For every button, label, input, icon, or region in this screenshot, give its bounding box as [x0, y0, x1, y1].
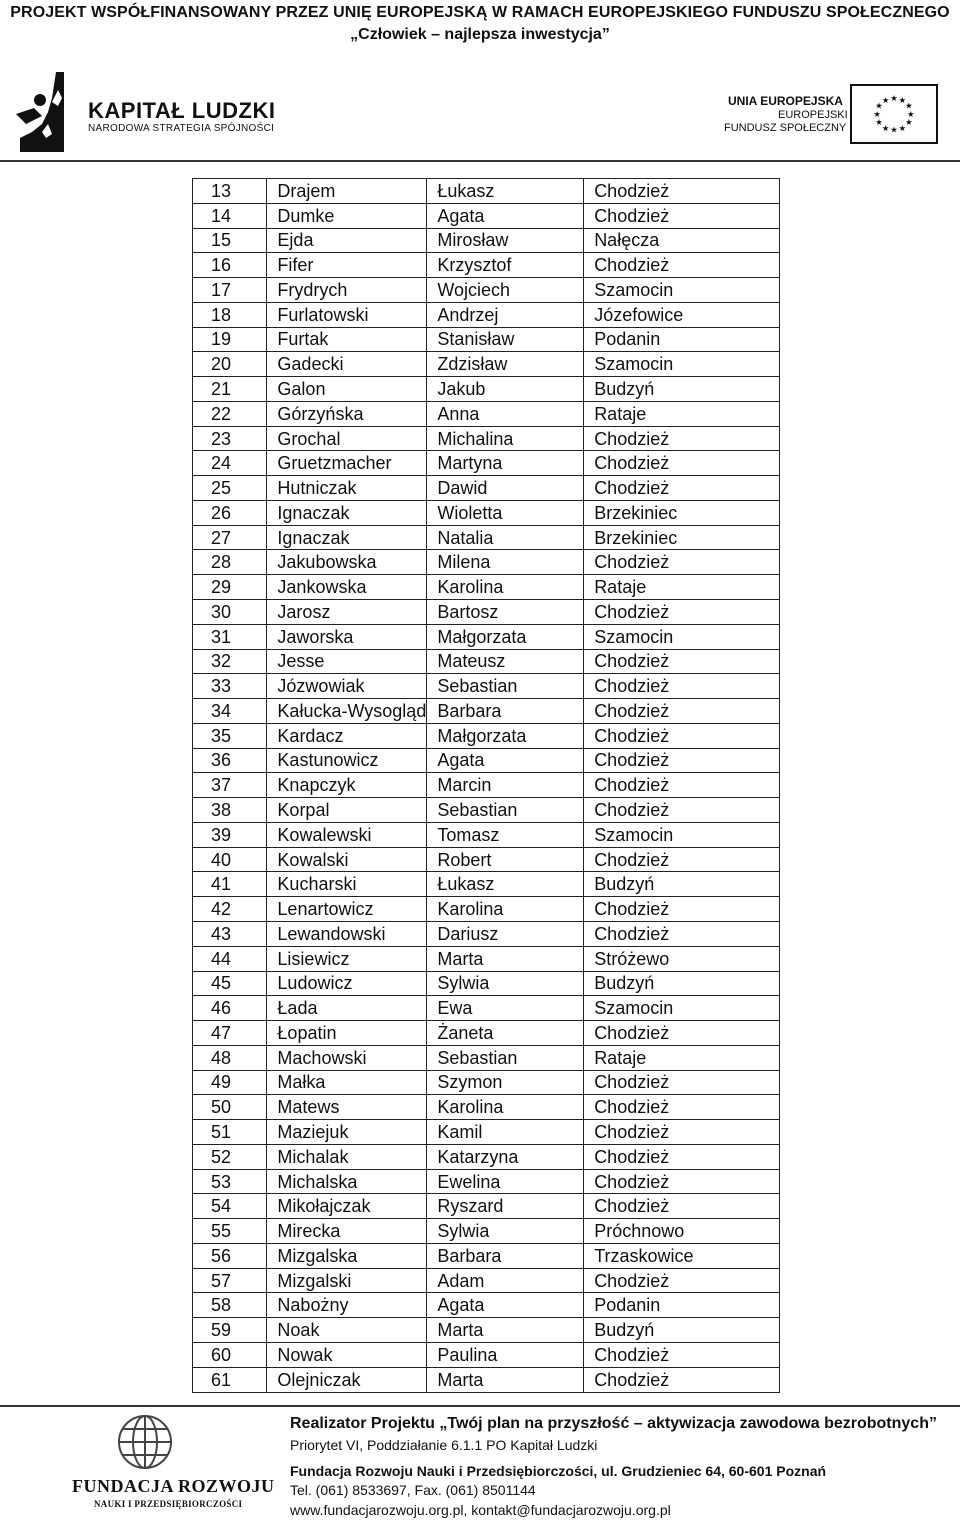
row-number-cell: 20 [193, 352, 267, 377]
table-row [193, 525, 780, 550]
row-number-cell: 43 [193, 921, 267, 946]
surname-cell: Hutniczak [267, 476, 427, 501]
row-number-cell: 53 [193, 1169, 267, 1194]
row-number-cell: 23 [193, 426, 267, 451]
row-number-cell: 59 [193, 1318, 267, 1343]
city-cell: Chodzież [584, 1021, 780, 1046]
city-cell: Rataje [584, 575, 780, 600]
table-row [193, 822, 780, 847]
city-cell: Chodzież [584, 1120, 780, 1145]
row-number-cell: 50 [193, 1095, 267, 1120]
city-cell: Budzyń [584, 872, 780, 897]
kapital-ludzki-title: KAPITAŁ LUDZKI [88, 98, 276, 123]
row-number-cell: 13 [193, 179, 267, 204]
table-row [193, 1268, 780, 1293]
row-number-cell: 18 [193, 302, 267, 327]
city-cell: Józefowice [584, 302, 780, 327]
first-name-cell: Sebastian [427, 798, 584, 823]
header-divider [0, 160, 960, 162]
city-cell: Nałęcza [584, 228, 780, 253]
surname-cell: Kowalski [267, 847, 427, 872]
surname-cell: Noak [267, 1318, 427, 1343]
first-name-cell: Szymon [427, 1070, 584, 1095]
first-name-cell: Natalia [427, 525, 584, 550]
surname-cell: Frydrych [267, 278, 427, 303]
first-name-cell: Sebastian [427, 674, 584, 699]
row-number-cell: 37 [193, 773, 267, 798]
surname-cell: Michalak [267, 1144, 427, 1169]
city-cell: Chodzież [584, 1342, 780, 1367]
row-number-cell: 30 [193, 600, 267, 625]
city-cell: Chodzież [584, 476, 780, 501]
city-cell: Chodzież [584, 253, 780, 278]
first-name-cell: Mirosław [427, 228, 584, 253]
first-name-cell: Stanisław [427, 327, 584, 352]
table-row [193, 228, 780, 253]
surname-cell: Lewandowski [267, 921, 427, 946]
city-cell: Podanin [584, 1293, 780, 1318]
city-cell: Budzyń [584, 971, 780, 996]
city-cell: Trzaskowice [584, 1243, 780, 1268]
table-row [193, 1243, 780, 1268]
surname-cell: Galon [267, 377, 427, 402]
surname-cell: Drajem [267, 179, 427, 204]
city-cell: Chodzież [584, 798, 780, 823]
surname-cell: Małka [267, 1070, 427, 1095]
first-name-cell: Barbara [427, 1243, 584, 1268]
surname-cell: Knapczyk [267, 773, 427, 798]
row-number-cell: 46 [193, 996, 267, 1021]
city-cell: Chodzież [584, 1169, 780, 1194]
first-name-cell: Łukasz [427, 179, 584, 204]
row-number-cell: 35 [193, 723, 267, 748]
svg-text:★: ★ [898, 122, 907, 133]
row-number-cell: 15 [193, 228, 267, 253]
table-row [193, 1045, 780, 1070]
ue-logo-line3: FUNDUSZ SPOŁECZNY [724, 122, 847, 134]
surname-cell: Lisiewicz [267, 946, 427, 971]
surname-cell: Dumke [267, 203, 427, 228]
surname-cell: Ejda [267, 228, 427, 253]
surname-cell: Ignaczak [267, 525, 427, 550]
first-name-cell: Anna [427, 401, 584, 426]
surname-cell: Kardacz [267, 723, 427, 748]
row-number-cell: 40 [193, 847, 267, 872]
table-row [193, 352, 780, 377]
surname-cell: Jarosz [267, 600, 427, 625]
table-row [193, 327, 780, 352]
row-number-cell: 17 [193, 278, 267, 303]
city-cell: Chodzież [584, 723, 780, 748]
first-name-cell: Ewelina [427, 1169, 584, 1194]
city-cell: Budzyń [584, 377, 780, 402]
row-number-cell: 55 [193, 1219, 267, 1244]
city-cell: Rataje [584, 1045, 780, 1070]
surname-cell: Furlatowski [267, 302, 427, 327]
row-number-cell: 41 [193, 872, 267, 897]
table-row [193, 278, 780, 303]
svg-text:★: ★ [907, 108, 915, 119]
city-cell: Chodzież [584, 1268, 780, 1293]
table-row [193, 575, 780, 600]
city-cell: Chodzież [584, 1144, 780, 1169]
row-number-cell: 49 [193, 1070, 267, 1095]
city-cell: Chodzież [584, 179, 780, 204]
city-cell: Brzekiniec [584, 525, 780, 550]
surname-cell: Jakubowska [267, 550, 427, 575]
table-row [193, 798, 780, 823]
svg-text:★: ★ [881, 122, 890, 133]
first-name-cell: Karolina [427, 897, 584, 922]
table-row [193, 1293, 780, 1318]
row-number-cell: 38 [193, 798, 267, 823]
city-cell: Brzekiniec [584, 500, 780, 525]
first-name-cell: Jakub [427, 377, 584, 402]
surname-cell: Matews [267, 1095, 427, 1120]
row-number-cell: 29 [193, 575, 267, 600]
first-name-cell: Robert [427, 847, 584, 872]
surname-cell: Mikołajczak [267, 1194, 427, 1219]
fundacja-logo-subtitle: NAUKI I PRZEDSIĘBIORCZOŚCI [94, 1499, 243, 1509]
first-name-cell: Krzysztof [427, 253, 584, 278]
city-cell: Chodzież [584, 773, 780, 798]
table-row [193, 649, 780, 674]
table-row [193, 426, 780, 451]
surname-cell: Mirecka [267, 1219, 427, 1244]
surname-cell: Grochal [267, 426, 427, 451]
surname-cell: Kałucka-Wysogląd [267, 699, 427, 724]
first-name-cell: Katarzyna [427, 1144, 584, 1169]
table-row [193, 476, 780, 501]
row-number-cell: 57 [193, 1268, 267, 1293]
row-number-cell: 45 [193, 971, 267, 996]
first-name-cell: Mateusz [427, 649, 584, 674]
table-row [193, 723, 780, 748]
city-cell: Chodzież [584, 1367, 780, 1392]
city-cell: Chodzież [584, 748, 780, 773]
surname-cell: Ignaczak [267, 500, 427, 525]
city-cell: Rataje [584, 401, 780, 426]
row-number-cell: 54 [193, 1194, 267, 1219]
svg-text:★: ★ [890, 124, 898, 135]
city-cell: Chodzież [584, 649, 780, 674]
row-number-cell: 22 [193, 401, 267, 426]
city-cell: Chodzież [584, 921, 780, 946]
city-cell: Chodzież [584, 550, 780, 575]
svg-text:★: ★ [890, 92, 898, 103]
surname-cell: Kastunowicz [267, 748, 427, 773]
first-name-cell: Andrzej [427, 302, 584, 327]
surname-cell: Mizgalska [267, 1243, 427, 1268]
row-number-cell: 61 [193, 1367, 267, 1392]
footer-fundacja-address: Fundacja Rozwoju Nauki i Przedsiębiorczości, ul. Grudzieniec 64, 60-601 Poznań [290, 1463, 827, 1479]
surname-cell: Nabożny [267, 1293, 427, 1318]
first-name-cell: Zdzisław [427, 352, 584, 377]
first-name-cell: Marta [427, 946, 584, 971]
surname-cell: Kucharski [267, 872, 427, 897]
first-name-cell: Marta [427, 1318, 584, 1343]
table-row [193, 1144, 780, 1169]
table-row [193, 1318, 780, 1343]
first-name-cell: Małgorzata [427, 624, 584, 649]
table-row [193, 253, 780, 278]
first-name-cell: Agata [427, 748, 584, 773]
row-number-cell: 28 [193, 550, 267, 575]
row-number-cell: 44 [193, 946, 267, 971]
table-row [193, 1120, 780, 1145]
table-row [193, 971, 780, 996]
city-cell: Chodzież [584, 674, 780, 699]
fundacja-globe-logo-icon [110, 1412, 180, 1474]
footer-realizator: Realizator Projektu „Twój plan na przyszłość – aktywizacja zawodowa bezrobotnych” [290, 1415, 937, 1432]
city-cell: Chodzież [584, 426, 780, 451]
first-name-cell: Dariusz [427, 921, 584, 946]
surname-cell: Fifer [267, 253, 427, 278]
row-number-cell: 39 [193, 822, 267, 847]
kapital-ludzki-subtitle: NARODOWA STRATEGIA SPÓJNOŚCI [88, 123, 275, 134]
svg-text:★: ★ [875, 100, 883, 111]
table-row [193, 946, 780, 971]
table-row [193, 500, 780, 525]
row-number-cell: 36 [193, 748, 267, 773]
fundacja-logo-name: FUNDACJA ROZWOJU [72, 1476, 275, 1496]
svg-text:★: ★ [905, 117, 913, 128]
city-cell: Szamocin [584, 278, 780, 303]
table-row [193, 996, 780, 1021]
table-row [193, 699, 780, 724]
first-name-cell: Sebastian [427, 1045, 584, 1070]
surname-cell: Górzyńska [267, 401, 427, 426]
row-number-cell: 51 [193, 1120, 267, 1145]
surname-cell: Kowalewski [267, 822, 427, 847]
row-number-cell: 32 [193, 649, 267, 674]
table-row [193, 451, 780, 476]
first-name-cell: Michalina [427, 426, 584, 451]
table-row [193, 1070, 780, 1095]
surname-cell: Ludowicz [267, 971, 427, 996]
svg-text:★: ★ [875, 117, 883, 128]
table-row [193, 1194, 780, 1219]
city-cell: Chodzież [584, 1194, 780, 1219]
row-number-cell: 25 [193, 476, 267, 501]
table-row [193, 401, 780, 426]
city-cell: Szamocin [584, 352, 780, 377]
header-project-line: PROJEKT WSPÓŁFINANSOWANY PRZEZ UNIĘ EUROPEJSKĄ W RAMACH EUROPEJSKIEGO FUNDUSZU SPOŁECZNEGO [10, 4, 950, 21]
first-name-cell: Żaneta [427, 1021, 584, 1046]
row-number-cell: 34 [193, 699, 267, 724]
row-number-cell: 48 [193, 1045, 267, 1070]
row-number-cell: 26 [193, 500, 267, 525]
row-number-cell: 33 [193, 674, 267, 699]
row-number-cell: 31 [193, 624, 267, 649]
surname-cell: Jankowska [267, 575, 427, 600]
first-name-cell: Barbara [427, 699, 584, 724]
row-number-cell: 19 [193, 327, 267, 352]
svg-text:★: ★ [873, 108, 881, 119]
table-row [193, 897, 780, 922]
city-cell: Chodzież [584, 699, 780, 724]
first-name-cell: Martyna [427, 451, 584, 476]
footer-web-email[interactable]: www.fundacjarozwoju.org.pl, kontakt@fundacjarozwoju.org.pl [290, 1502, 671, 1518]
table-row [193, 1095, 780, 1120]
first-name-cell: Kamil [427, 1120, 584, 1145]
table-row [193, 1219, 780, 1244]
surname-cell: Lenartowicz [267, 897, 427, 922]
first-name-cell: Marta [427, 1367, 584, 1392]
svg-text:★: ★ [905, 100, 913, 111]
first-name-cell: Agata [427, 203, 584, 228]
surname-cell: Michalska [267, 1169, 427, 1194]
table-row [193, 1021, 780, 1046]
city-cell: Próchnowo [584, 1219, 780, 1244]
first-name-cell: Dawid [427, 476, 584, 501]
surname-cell: Łopatin [267, 1021, 427, 1046]
row-number-cell: 16 [193, 253, 267, 278]
table-row [193, 748, 780, 773]
first-name-cell: Wioletta [427, 500, 584, 525]
row-number-cell: 52 [193, 1144, 267, 1169]
surname-cell: Łada [267, 996, 427, 1021]
city-cell: Szamocin [584, 624, 780, 649]
row-number-cell: 14 [193, 203, 267, 228]
first-name-cell: Marcin [427, 773, 584, 798]
surname-cell: Gruetzmacher [267, 451, 427, 476]
first-name-cell: Karolina [427, 575, 584, 600]
ue-logo-line2: EUROPEJSKI [778, 109, 848, 121]
city-cell: Szamocin [584, 822, 780, 847]
surname-cell: Furtak [267, 327, 427, 352]
row-number-cell: 56 [193, 1243, 267, 1268]
city-cell: Chodzież [584, 203, 780, 228]
participants-table [192, 178, 780, 1393]
city-cell: Chodzież [584, 897, 780, 922]
table-row [193, 377, 780, 402]
first-name-cell: Paulina [427, 1342, 584, 1367]
first-name-cell: Ewa [427, 996, 584, 1021]
table-row [193, 1367, 780, 1392]
row-number-cell: 27 [193, 525, 267, 550]
first-name-cell: Agata [427, 1293, 584, 1318]
first-name-cell: Łukasz [427, 872, 584, 897]
header-slogan: „Człowiek – najlepsza inwestycja” [350, 26, 610, 43]
first-name-cell: Karolina [427, 1095, 584, 1120]
table-row [193, 872, 780, 897]
city-cell: Stróżewo [584, 946, 780, 971]
surname-cell: Mizgalski [267, 1268, 427, 1293]
city-cell: Chodzież [584, 1095, 780, 1120]
table-row [193, 600, 780, 625]
table-row [193, 624, 780, 649]
surname-cell: Gadecki [267, 352, 427, 377]
kapital-ludzki-logo-icon [12, 72, 72, 152]
table-row [193, 921, 780, 946]
row-number-cell: 21 [193, 377, 267, 402]
city-cell: Chodzież [584, 847, 780, 872]
city-cell: Budzyń [584, 1318, 780, 1343]
footer-divider [0, 1405, 960, 1407]
first-name-cell: Sylwia [427, 971, 584, 996]
first-name-cell: Milena [427, 550, 584, 575]
table-row [193, 302, 780, 327]
row-number-cell: 47 [193, 1021, 267, 1046]
ue-logo-line1: UNIA EUROPEJSKA [728, 94, 843, 108]
city-cell: Chodzież [584, 451, 780, 476]
first-name-cell: Ryszard [427, 1194, 584, 1219]
svg-text:★: ★ [898, 94, 907, 105]
first-name-cell: Sylwia [427, 1219, 584, 1244]
table-row [193, 1342, 780, 1367]
first-name-cell: Tomasz [427, 822, 584, 847]
row-number-cell: 58 [193, 1293, 267, 1318]
first-name-cell: Wojciech [427, 278, 584, 303]
table-row [193, 674, 780, 699]
table-row [193, 773, 780, 798]
table-row [193, 1169, 780, 1194]
surname-cell: Olejniczak [267, 1367, 427, 1392]
surname-cell: Jesse [267, 649, 427, 674]
first-name-cell: Adam [427, 1268, 584, 1293]
row-number-cell: 42 [193, 897, 267, 922]
city-cell: Podanin [584, 327, 780, 352]
footer-phone-fax: Tel. (061) 8533697, Fax. (061) 8501144 [290, 1482, 536, 1498]
first-name-cell: Bartosz [427, 600, 584, 625]
surname-cell: Korpal [267, 798, 427, 823]
surname-cell: Jaworska [267, 624, 427, 649]
surname-cell: Nowak [267, 1342, 427, 1367]
svg-text:★: ★ [881, 94, 890, 105]
row-number-cell: 24 [193, 451, 267, 476]
city-cell: Chodzież [584, 1070, 780, 1095]
surname-cell: Józwowiak [267, 674, 427, 699]
surname-cell: Maziejuk [267, 1120, 427, 1145]
table-row [193, 550, 780, 575]
table-row [193, 179, 780, 204]
row-number-cell: 60 [193, 1342, 267, 1367]
surname-cell: Machowski [267, 1045, 427, 1070]
eu-flag-icon [850, 84, 938, 144]
city-cell: Szamocin [584, 996, 780, 1021]
city-cell: Chodzież [584, 600, 780, 625]
footer-priorytet: Priorytet VI, Poddziałanie 6.1.1 PO Kapitał Ludzki [290, 1437, 598, 1453]
first-name-cell: Małgorzata [427, 723, 584, 748]
table-row [193, 847, 780, 872]
table-row [193, 203, 780, 228]
